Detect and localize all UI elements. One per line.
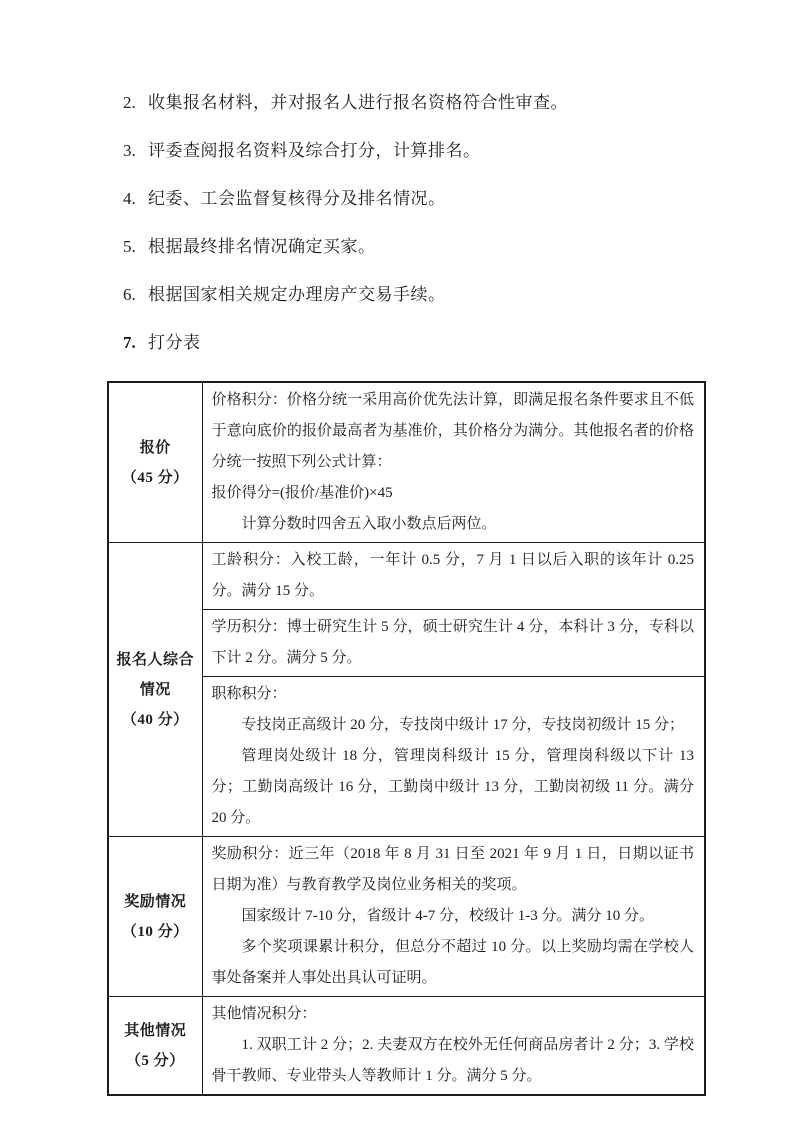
list-item <box>123 138 683 164</box>
paragraph: 奖励积分：近三年（2018 年 8 月 31 日至 2021 年 9 月 1 日，日期以证书日期为准）与教育教学及岗位业务相关的奖项。 <box>211 846 694 893</box>
category-title: 奖励情况 <box>124 893 187 910</box>
paragraph: 管理岗处级计 18 分，管理岗科级计 15 分，管理岗科级以下计 13 分；工勤岗高级计 16 分，工勤岗中级计 13 分，工勤岗初级 11 分。满分 20 分。 <box>211 748 694 826</box>
paragraph: 计算分数时四舍五入取小数点后两位。 <box>241 516 497 532</box>
paragraph: 1. 双职工计 2 分；2. 夫妻双方在校外无任何商品房者计 2 分；3. 学校骨干教师、专业带头人等教师计 1 分。满分 5 分。 <box>211 1037 694 1084</box>
scoring-table <box>107 381 706 1096</box>
category-score: （45 分） <box>121 469 189 486</box>
list-item-number: 6. <box>123 285 136 304</box>
list-item <box>123 282 683 308</box>
list-item <box>123 186 683 212</box>
paragraph: 价格积分：价格分统一采用高价优先法计算，即满足报名条件要求且不低于意向底价的报价最高者为基准价，其价格分为满分。其他报名者的价格分统一按照下列公式计算： <box>211 392 694 470</box>
list-item-number: 7. <box>123 333 136 352</box>
list-item-text: 根据最终排名情况确定买家。 <box>148 237 376 256</box>
table-row-other <box>108 997 705 1096</box>
detail-cell-other <box>202 997 705 1096</box>
list-item-number: 5. <box>123 237 136 256</box>
list-item-number: 3. <box>123 141 136 160</box>
category-cell-other <box>108 997 202 1096</box>
category-score: （5 分） <box>125 1052 185 1069</box>
list-item-text: 评委查阅报名资料及综合打分，计算排名。 <box>148 141 481 160</box>
paragraph-formula: 报价得分=(报价/基准价)×45 <box>211 485 393 501</box>
detail-cell-quote <box>202 382 705 543</box>
category-cell-applicant <box>108 543 202 837</box>
numbered-list <box>123 90 683 378</box>
detail-cell-seniority <box>202 543 705 610</box>
category-cell-award <box>108 837 202 997</box>
list-item <box>123 90 683 116</box>
paragraph: 工龄积分：入校工龄，一年计 0.5 分，7 月 1 日以后入职的该年计 0.25 分。满分 15 分。 <box>211 552 694 599</box>
list-item <box>123 234 683 260</box>
category-title: 其他情况 <box>124 1022 187 1039</box>
detail-cell-education <box>202 610 705 677</box>
detail-cell-title <box>202 677 705 837</box>
list-item-text: 收集报名材料，并对报名人进行报名资格符合性审查。 <box>148 93 568 112</box>
list-item-number: 2. <box>123 93 136 112</box>
paragraph: 其他情况积分： <box>211 1006 317 1022</box>
table-row-applicant-seniority <box>108 543 705 610</box>
paragraph: 专技岗正高级计 20 分，专技岗中级计 17 分，专技岗初级计 15 分； <box>241 717 685 733</box>
category-score: （40 分） <box>121 711 189 728</box>
list-item-text: 纪委、工会监督复核得分及排名情况。 <box>148 189 446 208</box>
table-row-award <box>108 837 705 997</box>
category-title: 报价 <box>139 439 171 456</box>
category-score: （10 分） <box>121 923 189 940</box>
detail-cell-award <box>202 837 705 997</box>
paragraph: 多个奖项课累计积分，但总分不超过 10 分。以上奖励均需在学校人事处备案并人事处出具认可证明。 <box>211 939 694 986</box>
list-item-number: 4. <box>123 189 136 208</box>
paragraph: 学历积分：博士研究生计 5 分，硕士研究生计 4 分，本科计 3 分，专科以下计 2 分。满分 5 分。 <box>211 619 694 666</box>
table-row-quote <box>108 382 705 543</box>
category-title: 报名人综合情况 <box>116 651 194 698</box>
list-item-text: 根据国家相关规定办理房产交易手续。 <box>148 285 446 304</box>
paragraph: 职称积分： <box>211 686 287 702</box>
list-item <box>123 330 683 356</box>
category-cell-quote <box>108 382 202 543</box>
list-item-text: 打分表 <box>148 333 201 352</box>
paragraph: 国家级计 7-10 分，省级计 4-7 分，校级计 1-3 分。满分 10 分。 <box>241 908 654 924</box>
